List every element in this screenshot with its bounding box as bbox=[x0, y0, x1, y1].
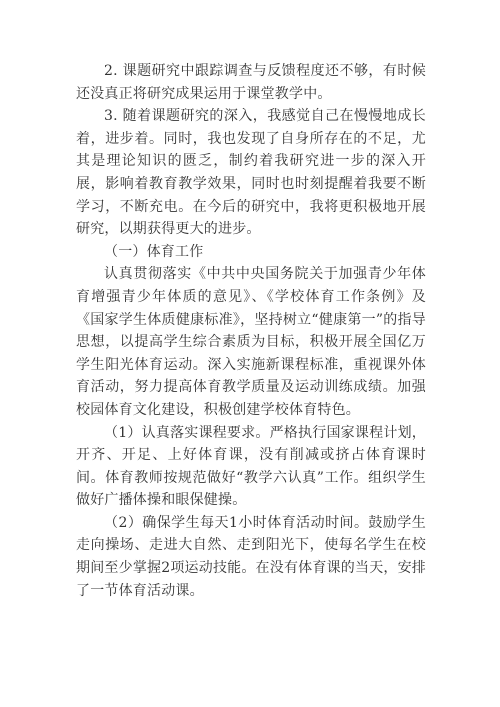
section-heading-pe-work: （一）体育工作 bbox=[104, 243, 204, 260]
paragraph-research-feedback: 2. 课题研究中跟踪调查与反馈程度还不够，有时候还没真正将研究成果运用于课堂教学中。 bbox=[76, 63, 426, 102]
document-body bbox=[76, 60, 426, 602]
paragraph-research-growth: 3. 随着课题研究的深入，我感觉自己在慢慢地成长着，进步着。同时，我也发现了自身所存在的不足，尤其是理论知识的匮乏，制约着我研究进一步的深入开展，影响着教育教学效果，同时也时刻提醒着我要不断学习，不断充电。在今后的研究中，我将更积极地开展研究，以期获得更大的进步。 bbox=[76, 108, 426, 238]
paragraph-daily-activity: （2）确保学生每天1小时体育活动时间。鼓励学生走向操场、走进大自然、走到阳光下，使每名学生在校期间至少掌握2项运动技能。在没有体育课的当天，安排了一节体育活动课。 bbox=[76, 514, 426, 599]
paragraph-pe-overview: 认真贯彻落实《中共中央国务院关于加强青少年体育增强青少年体质的意见》、《学校体育工作条例》及《国家学生体质健康标准》，坚持树立“健康第一”的指导思想，以提高学生综合素质为目标，积极开展全国亿万学生阳光体育运动。深入实施新课程标准，重视课外体育活动，努力提高体育教学质量及运动训练成绩。加强校园体育文化建设，积极创建学校体育特色。 bbox=[76, 266, 426, 418]
paragraph-curriculum-requirements: （1）认真落实课程要求。严格执行国家课程计划，开齐、开足、上好体育课，没有削减或挤占体育课时间。体育教师按规范做好“教学六认真”工作。组织学生做好广播体操和眼保健操。 bbox=[76, 424, 426, 509]
